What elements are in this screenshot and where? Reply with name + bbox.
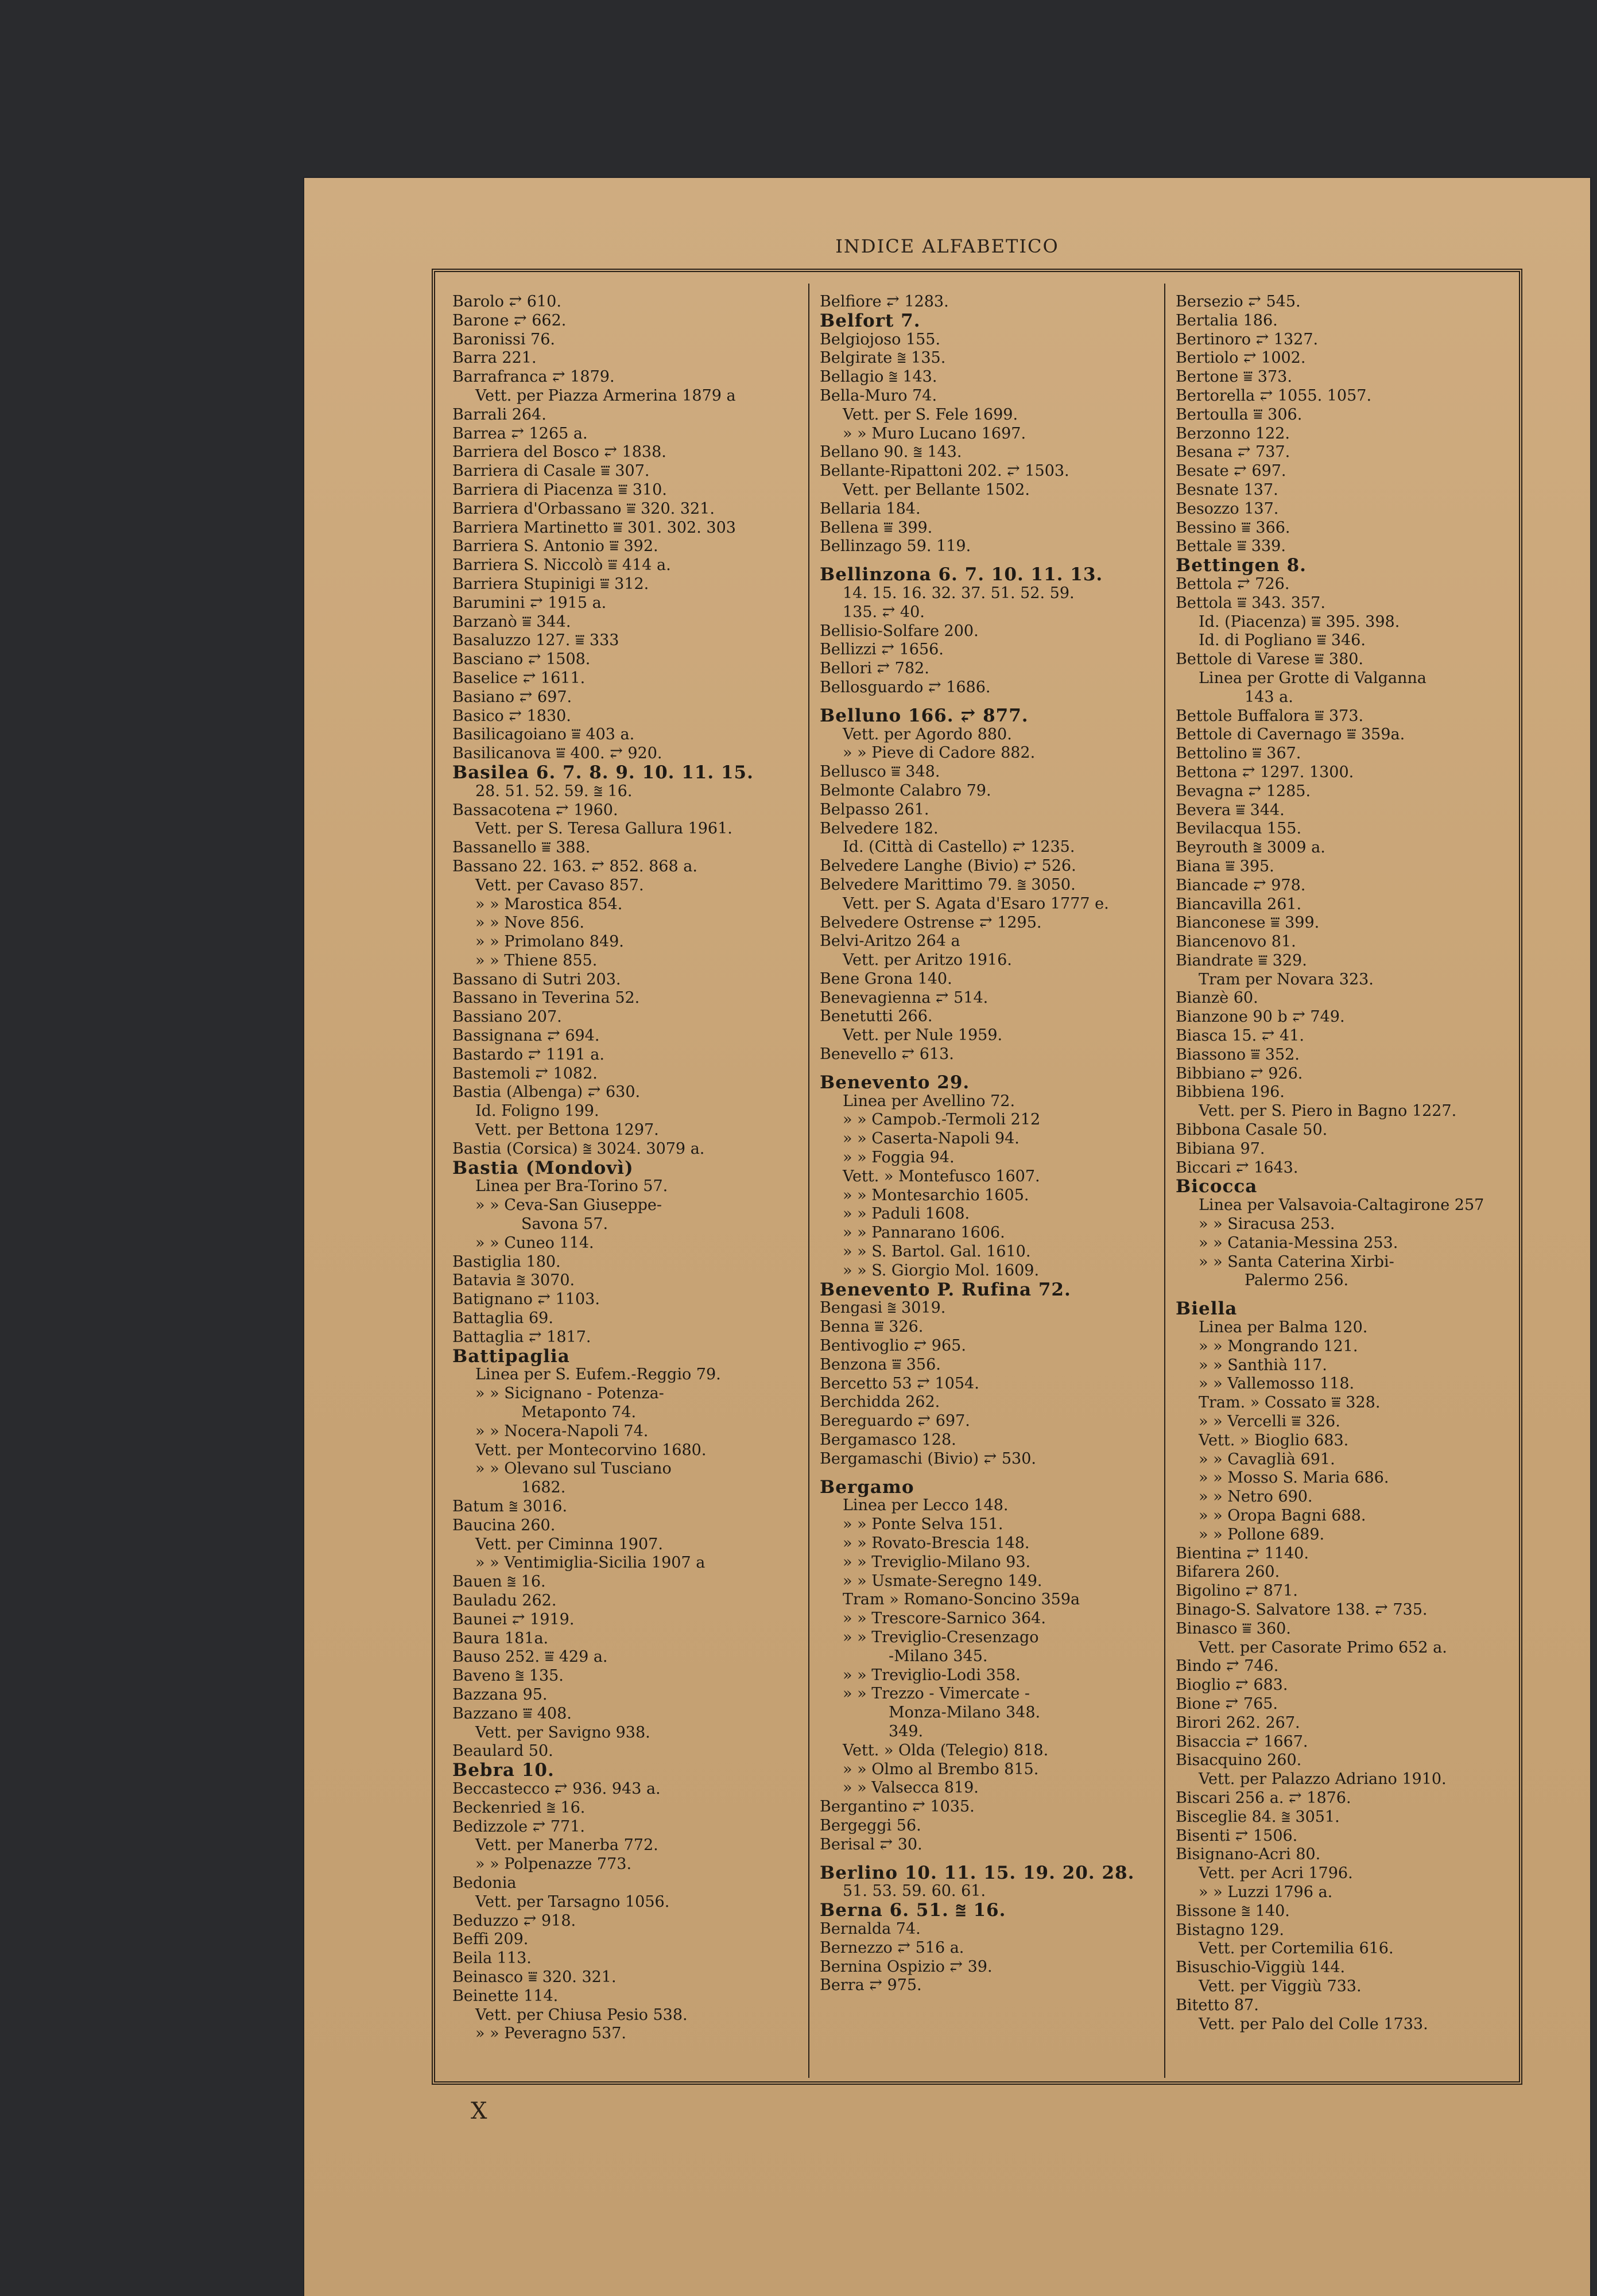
index-entry: » » Polpenazze 773.: [475, 1855, 632, 1874]
index-entry: Bassacotena ⥂ 1960.: [452, 801, 618, 819]
index-entry: Bicocca: [1176, 1176, 1258, 1197]
index-entry: Belgirate ⩰ 135.: [820, 349, 946, 367]
index-entry: » » Ventimiglia-Sicilia 1907 a: [475, 1554, 706, 1572]
index-entry: Besnate 137.: [1176, 480, 1278, 499]
index-entry: » » Santa Caterina Xirbi-: [1199, 1252, 1394, 1271]
index-entry: Bercetto 53 ⥂ 1054.: [820, 1374, 979, 1393]
index-entry: Bedizzole ⥂ 771.: [452, 1817, 585, 1836]
index-entry: Bellaria 184.: [820, 499, 921, 518]
index-entry: 349.: [889, 1722, 924, 1740]
index-entry: » » Oropa Bagni 688.: [1199, 1507, 1366, 1525]
index-entry: » » Campob.-Termoli 212: [843, 1111, 1041, 1129]
index-entry: Bertoulla ⩸ 306.: [1176, 405, 1303, 424]
index-entry: Vett. » Montefusco 1607.: [843, 1167, 1040, 1185]
index-entry: Belvedere Langhe (Bivio) ⥂ 526.: [820, 857, 1076, 875]
index-entry: Berchidda 262.: [820, 1393, 940, 1411]
index-entry: Benevento 29.: [820, 1072, 970, 1093]
index-entry: Bernezzo ⥂ 516 a.: [820, 1938, 964, 1957]
index-entry: Bellinzona 6. 7. 10. 11. 13.: [820, 564, 1103, 585]
index-entry: Barriera Stupinigi ⩸ 312.: [452, 575, 649, 593]
index-entry: » » Luzzi 1796 a.: [1199, 1883, 1333, 1901]
index-entry: Bella-Muro 74.: [820, 386, 937, 405]
index-entry: Benzona ⩸ 356.: [820, 1355, 941, 1374]
index-entry: Vett. per S. Agata d'Esaro 1777 e.: [843, 894, 1109, 913]
index-entry: Belvedere Ostrense ⥂ 1295.: [820, 913, 1042, 932]
index-entry: Bazzana 95.: [452, 1685, 548, 1704]
index-entry: » » Mosso S. Maria 686.: [1199, 1469, 1389, 1487]
index-entry: Bevagna ⥂ 1285.: [1176, 782, 1311, 800]
index-entry: Basilea 6. 7. 8. 9. 10. 11. 15.: [452, 762, 754, 783]
index-entry: Bellagio ⩰ 143.: [820, 368, 937, 386]
index-entry: Tram » Romano-Soncino 359a: [843, 1591, 1080, 1609]
index-entry: Bettale ⩸ 339.: [1176, 537, 1286, 556]
index-entry: Bentivoglio ⥂ 965.: [820, 1337, 966, 1355]
page-number: X: [471, 2098, 487, 2124]
index-entry: Belvedere Marittimo 79. ⩰ 3050.: [820, 875, 1076, 894]
index-entry: Bisuschio-Viggiù 144.: [1176, 1958, 1346, 1977]
index-entry: Id. (Piacenza) ⩸ 395. 398.: [1199, 612, 1400, 631]
index-entry: Id. (Città di Castello) ⥂ 1235.: [843, 838, 1075, 856]
index-entry: Vett. per Viggiù 733.: [1199, 1977, 1362, 1995]
index-entry: Benevagienna ⥂ 514.: [820, 988, 989, 1007]
index-entry: Bassano 22. 163. ⥂ 852. 868 a.: [452, 857, 697, 875]
index-entry: » » Rovato-Brescia 148.: [843, 1534, 1030, 1552]
index-entry: Barriera di Piacenza ⩸ 310.: [452, 480, 667, 499]
index-entry: Bergamasco 128.: [820, 1431, 956, 1449]
index-entry: Beyrouth ⩰ 3009 a.: [1176, 839, 1325, 857]
index-entry: » » Montesarchio 1605.: [843, 1186, 1029, 1204]
index-entry: Biccari ⥂ 1643.: [1176, 1158, 1298, 1177]
index-entry: Benetutti 266.: [820, 1007, 933, 1026]
index-entry: » » Valsecca 819.: [843, 1779, 979, 1797]
index-entry: Batignano ⥂ 1103.: [452, 1290, 600, 1309]
index-entry: Battaglia 69.: [452, 1309, 553, 1328]
index-entry: Bedonia: [452, 1874, 517, 1892]
index-entry: Bertiolo ⥂ 1002.: [1176, 349, 1306, 367]
index-entry: » » S. Giorgio Mol. 1609.: [843, 1261, 1040, 1279]
index-entry: Belfort 7.: [820, 310, 921, 331]
index-entry: Belgiojoso 155.: [820, 330, 941, 348]
index-entry: Bisignano-Acri 80.: [1176, 1845, 1321, 1864]
index-entry: Bifarera 260.: [1176, 1563, 1280, 1581]
index-entry: » » Peveragno 537.: [475, 2024, 626, 2043]
index-entry: Bellisio-Solfare 200.: [820, 622, 979, 640]
index-entry: Bastardo ⥂ 1191 a.: [452, 1045, 604, 1064]
index-entry: » » Thiene 855.: [475, 951, 598, 969]
index-entry: Barzanò ⩸ 344.: [452, 612, 571, 631]
index-entry: Monza-Milano 348.: [889, 1704, 1041, 1722]
index-entry: Bettola ⩸ 343. 357.: [1176, 594, 1325, 612]
index-entry: Bettole Buffalora ⩸ 373.: [1176, 707, 1364, 725]
index-entry: » » Vercelli ⩸ 326.: [1199, 1413, 1340, 1431]
index-entry: Bengasi ⩰ 3019.: [820, 1299, 946, 1317]
index-entry: Vett. per Palazzo Adriano 1910.: [1199, 1770, 1447, 1789]
index-entry: Bibbona Casale 50.: [1176, 1121, 1328, 1139]
index-entry: Bastemoli ⥂ 1082.: [452, 1064, 598, 1083]
index-entry: 51. 53. 59. 60. 61.: [843, 1882, 986, 1901]
index-entry: Bettona ⥂ 1297. 1300.: [1176, 763, 1354, 781]
index-entry: Bissone ⩰ 140.: [1176, 1902, 1290, 1920]
index-entry: Bettole di Varese ⩸ 380.: [1176, 650, 1364, 669]
index-entry: Barriera S. Antonio ⩸ 392.: [452, 537, 658, 556]
index-entry: Beckenried ⩰ 16.: [452, 1798, 586, 1817]
index-entry: Batavia ⩰ 3070.: [452, 1271, 575, 1290]
index-entry: Barriera Martinetto ⩸ 301. 302. 303: [452, 518, 736, 537]
index-entry: Biancavilla 261.: [1176, 895, 1302, 913]
index-entry: » » Netro 690.: [1199, 1488, 1313, 1506]
index-entry: Beduzzo ⥂ 918.: [452, 1911, 576, 1930]
index-entry: Metaponto 74.: [521, 1403, 637, 1422]
index-entry: Linea per Balma 120.: [1199, 1318, 1368, 1337]
index-entry: Bastia (Corsica) ⩰ 3024. 3079 a.: [452, 1139, 705, 1158]
index-entry: » » Cuneo 114.: [475, 1234, 594, 1252]
index-entry: Baronissi 76.: [452, 330, 555, 348]
index-entry: Bevilacqua 155.: [1176, 820, 1302, 838]
index-entry: Bazzano ⩸ 408.: [452, 1704, 572, 1723]
index-entry: » » Ceva-San Giuseppe-: [475, 1196, 662, 1215]
index-entry: Barra 221.: [452, 349, 537, 367]
index-entry: Bellano 90. ⩰ 143.: [820, 443, 962, 461]
index-entry: Beffi 209.: [452, 1930, 529, 1949]
index-entry: Bisenti ⥂ 1506.: [1176, 1826, 1298, 1845]
index-entry: Battaglia ⥂ 1817.: [452, 1328, 591, 1346]
index-entry: Basciano ⥂ 1508.: [452, 650, 591, 669]
index-entry: Barriera d'Orbassano ⩸ 320. 321.: [452, 499, 715, 518]
index-entry: Vett. per Cavaso 857.: [475, 876, 644, 894]
index-entry: Vett. per Palo del Colle 1733.: [1199, 2015, 1428, 2033]
index-entry: Bianzone 90 b ⥂ 749.: [1176, 1008, 1345, 1026]
index-entry: Bellinzago 59. 119.: [820, 537, 971, 556]
index-entry: Bastiglia 180.: [452, 1252, 561, 1271]
index-entry: » » Primolano 849.: [475, 933, 624, 951]
index-entry: Barriera del Bosco ⥂ 1838.: [452, 443, 666, 461]
index-entry: » » Olmo al Brembo 815.: [843, 1760, 1039, 1778]
index-entry: Bigolino ⥂ 871.: [1176, 1582, 1298, 1600]
index-entry: Biancade ⥂ 978.: [1176, 876, 1306, 894]
index-entry: » » Caserta-Napoli 94.: [843, 1130, 1020, 1148]
index-entry: Benevello ⥂ 613.: [820, 1045, 954, 1064]
index-entry: Bibiana 97.: [1176, 1139, 1265, 1158]
index-entry: Bergantino ⥂ 1035.: [820, 1798, 975, 1816]
index-entry: Bergamo: [820, 1476, 914, 1498]
index-entry: Linea per Grotte di Valganna: [1199, 669, 1427, 687]
index-entry: Barrea ⥂ 1265 a.: [452, 424, 588, 443]
index-entry: Baunei ⥂ 1919.: [452, 1610, 575, 1628]
index-entry: Vett. per S. Teresa Gallura 1961.: [475, 820, 732, 838]
index-entry: Belfiore ⥂ 1283.: [820, 293, 949, 311]
index-entry: Berzonno 122.: [1176, 424, 1290, 443]
index-entry: Bettola ⥂ 726.: [1176, 575, 1290, 593]
index-entry: Bassanello ⩸ 388.: [452, 839, 591, 857]
index-entry: Besozzo 137.: [1176, 499, 1279, 518]
index-entry: Berlino 10. 11. 15. 19. 20. 28.: [820, 1862, 1135, 1883]
index-entry: » » Trezzo - Vimercate -: [843, 1685, 1030, 1703]
index-entry: Vett. per Savigno 938.: [475, 1723, 650, 1742]
index-entry: Id. Foligno 199.: [475, 1102, 599, 1120]
index-entry: Bellosguardo ⥂ 1686.: [820, 678, 991, 696]
index-entry: Vett. » Olda (Telegio) 818.: [843, 1741, 1049, 1759]
index-entry: Vett. per Casorate Primo 652 a.: [1199, 1638, 1447, 1657]
index-entry: Vett. per Chiusa Pesio 538.: [475, 2006, 688, 2024]
index-entry: Vett. per Piazza Armerina 1879 a: [475, 386, 736, 405]
page-header: INDICE ALFABETICO: [835, 235, 1059, 257]
index-entry: Beccastecco ⥂ 936. 943 a.: [452, 1779, 661, 1798]
index-entry: Bereguardo ⥂ 697.: [820, 1412, 970, 1430]
index-entry: Bisacquino 260.: [1176, 1751, 1302, 1770]
index-entry: Bastia (Albenga) ⥂ 630.: [452, 1083, 641, 1102]
index-entry: Binago-S. Salvatore 138. ⥂ 735.: [1176, 1600, 1428, 1619]
index-frame: [432, 269, 1522, 2085]
index-entry: Vett. per S. Piero in Bagno 1227.: [1199, 1102, 1457, 1120]
index-column-1: [452, 293, 797, 2061]
index-entry: Bertalia 186.: [1176, 311, 1278, 329]
index-entry: » » Pollone 689.: [1199, 1525, 1325, 1543]
index-entry: Beinasco ⩸ 320. 321.: [452, 1968, 617, 1986]
index-entry: 135. ⥂ 40.: [843, 603, 925, 621]
index-entry: Bisaccia ⥂ 1667.: [1176, 1732, 1308, 1751]
index-entry: Tram. » Cossato ⩸ 328.: [1199, 1394, 1381, 1412]
index-entry: » » Marostica 854.: [475, 895, 623, 913]
index-entry: » » Cavaglià 691.: [1199, 1450, 1335, 1468]
index-entry: Basico ⥂ 1830.: [452, 707, 571, 725]
index-entry: Binasco ⩸ 360.: [1176, 1619, 1291, 1638]
index-entry: Birori 262. 267.: [1176, 1713, 1300, 1732]
index-entry: Bassignana ⥂ 694.: [452, 1027, 600, 1045]
index-column-2: [808, 284, 1158, 2078]
index-entry: Vett. per Manerba 772.: [475, 1836, 658, 1855]
index-entry: Bettolino ⩸ 367.: [1176, 744, 1301, 763]
index-entry: » » Treviglio-Lodi 358.: [843, 1666, 1021, 1684]
index-entry: Bassiano 207.: [452, 1008, 562, 1026]
index-entry: Barumini ⥂ 1915 a.: [452, 594, 607, 612]
book-page: [304, 178, 1590, 2296]
index-entry: Bertone ⩸ 373.: [1176, 368, 1292, 386]
index-entry: -Milano 345.: [889, 1647, 988, 1665]
index-entry: » » Muro Lucano 1697.: [843, 424, 1026, 443]
index-entry: Bernina Ospizio ⥂ 39.: [820, 1957, 993, 1976]
index-entry: Bellante-Ripattoni 202. ⥂ 1503.: [820, 462, 1069, 480]
index-entry: Bindo ⥂ 746.: [1176, 1657, 1279, 1676]
index-entry: Barriera S. Niccolò ⩸ 414 a.: [452, 556, 671, 575]
index-entry: » » Ponte Selva 151.: [843, 1515, 1003, 1534]
index-entry: Linea per S. Eufem.-Reggio 79.: [475, 1366, 721, 1384]
index-entry: Batum ⩰ 3016.: [452, 1498, 568, 1515]
index-entry: Palermo 256.: [1245, 1271, 1349, 1290]
index-entry: Bettingen 8.: [1176, 555, 1307, 576]
index-entry: » » Pieve di Cadore 882.: [843, 744, 1036, 762]
index-entry: 28. 51. 52. 59. ⩰ 16.: [475, 782, 633, 800]
index-entry: 143 a.: [1245, 688, 1293, 706]
index-entry: Bitetto 87.: [1176, 1996, 1259, 2014]
index-entry: Barone ⥂ 662.: [452, 311, 567, 329]
index-entry: Biassono ⩸ 352.: [1176, 1045, 1300, 1064]
index-entry: Bernalda 74.: [820, 1919, 921, 1938]
index-entry: Biandrate ⩸ 329.: [1176, 951, 1307, 969]
index-entry: » » Usmate-Seregno 149.: [843, 1572, 1042, 1590]
index-entry: Linea per Avellino 72.: [843, 1092, 1015, 1110]
index-entry: Biana ⩸ 395.: [1176, 857, 1274, 875]
index-entry: » » S. Bartol. Gal. 1610.: [843, 1243, 1031, 1261]
index-entry: Barrali 264.: [452, 405, 546, 424]
index-entry: Bauladu 262.: [452, 1591, 557, 1609]
index-entry: Bellori ⥂ 782.: [820, 660, 929, 678]
index-entry: » » Paduli 1608.: [843, 1205, 970, 1223]
index-entry: Bergamaschi (Bivio) ⥂ 530.: [820, 1449, 1036, 1468]
index-entry: Bistagno 129.: [1176, 1921, 1284, 1939]
index-entry: Baucina 260.: [452, 1516, 556, 1534]
index-entry: Bellusco ⩸ 348.: [820, 763, 940, 781]
index-entry: Basaluzzo 127. ⩸ 333: [452, 631, 619, 650]
index-entry: Bergeggi 56.: [820, 1816, 921, 1835]
index-entry: Vett. » Bioglio 683.: [1199, 1431, 1349, 1449]
index-entry: Vett. per Bellante 1502.: [843, 480, 1030, 499]
index-entry: Vett. per Cortemilia 616.: [1199, 1940, 1394, 1958]
index-entry: 1682.: [521, 1479, 566, 1497]
index-entry: Linea per Valsavoia-Caltagirone 257: [1199, 1196, 1484, 1215]
index-entry: Bettole di Cavernago ⩸ 359a.: [1176, 726, 1405, 744]
index-entry: Bianconese ⩸ 399.: [1176, 914, 1320, 932]
index-entry: Vett. per Acri 1796.: [1199, 1864, 1353, 1883]
index-entry: » » Olevano sul Tusciano: [475, 1460, 672, 1478]
index-entry: Linea per Lecco 148.: [843, 1496, 1009, 1515]
index-entry: Bassano in Teverina 52.: [452, 989, 640, 1007]
index-entry: Bevera ⩸ 344.: [1176, 801, 1285, 819]
index-entry: Vett. per Agordo 880.: [843, 725, 1012, 743]
index-entry: Vett. per Nule 1959.: [843, 1026, 1003, 1045]
index-entry: Bianzè 60.: [1176, 989, 1258, 1007]
index-entry: » » Vallemosso 118.: [1199, 1375, 1355, 1393]
index-entry: Belvedere 182.: [820, 819, 939, 837]
index-entry: Bertorella ⥂ 1055. 1057.: [1176, 386, 1372, 405]
index-entry: Benna ⩸ 326.: [820, 1318, 924, 1336]
index-entry: » » Nove 856.: [475, 914, 585, 932]
index-entry: Bauen ⩰ 16.: [452, 1573, 546, 1591]
index-entry: Beinette 114.: [452, 1987, 559, 2005]
index-entry: Berna 6. 51. ⩰ 16.: [820, 1900, 1006, 1921]
index-entry: » » Siracusa 253.: [1199, 1215, 1335, 1234]
index-entry: » » Treviglio-Milano 93.: [843, 1553, 1031, 1571]
index-entry: Benevento P. Rufina 72.: [820, 1279, 1071, 1300]
index-entry: Vett. per S. Fele 1699.: [843, 405, 1018, 424]
index-entry: » » Mongrando 121.: [1199, 1337, 1358, 1355]
index-entry: » » Sicignano - Potenza-: [475, 1384, 664, 1403]
index-entry: Bastia (Mondovì): [452, 1157, 634, 1178]
index-entry: Bioglio ⥂ 683.: [1176, 1676, 1288, 1694]
index-entry: Basilicanova ⩸ 400. ⥂ 920.: [452, 744, 662, 763]
index-entry: Bisceglie 84. ⩰ 3051.: [1176, 1808, 1340, 1826]
index-entry: Beaulard 50.: [452, 1742, 553, 1760]
index-entry: Bauso 252. ⩸ 429 a.: [452, 1648, 608, 1666]
index-entry: Basiano ⥂ 697.: [452, 688, 572, 706]
index-entry: Beila 113.: [452, 1949, 532, 1968]
index-entry: » » Foggia 94.: [843, 1149, 955, 1167]
index-entry: Id. di Pogliano ⩸ 346.: [1199, 631, 1366, 650]
index-entry: » » Pannarano 1606.: [843, 1224, 1005, 1242]
index-entry: Battipaglia: [452, 1345, 570, 1367]
index-entry: Bassano di Sutri 203.: [452, 970, 621, 988]
index-entry: Bione ⥂ 765.: [1176, 1694, 1278, 1713]
index-column-3: [1164, 284, 1514, 2078]
index-entry: » » Treviglio-Cresenzago: [843, 1628, 1039, 1646]
index-entry: » » Nocera-Napoli 74.: [475, 1422, 649, 1440]
index-entry: Vett. per Montecorvino 1680.: [475, 1441, 707, 1459]
index-entry: Bellena ⩸ 399.: [820, 518, 933, 537]
index-entry: Vett. per Bettona 1297.: [475, 1121, 659, 1139]
index-entry: Bersezio ⥂ 545.: [1176, 293, 1301, 311]
index-entry: Tram per Novara 323.: [1199, 970, 1374, 988]
index-entry: Linea per Bra-Torino 57.: [475, 1177, 668, 1196]
index-entry: Belmonte Calabro 79.: [820, 781, 991, 800]
index-entry: Baselice ⥂ 1611.: [452, 669, 586, 687]
index-entry: Bebra 10.: [452, 1760, 555, 1781]
index-entry: Bibbiena 196.: [1176, 1083, 1285, 1102]
index-entry: Belvi-Aritzo 264 a: [820, 932, 960, 951]
index-entry: Biasca 15. ⥂ 41.: [1176, 1027, 1304, 1045]
index-entry: Bene Grona 140.: [820, 969, 952, 988]
index-entry: » » Catania-Messina 253.: [1199, 1234, 1398, 1252]
index-entry: Savona 57.: [521, 1215, 608, 1234]
index-entry: Bessino ⩸ 366.: [1176, 518, 1290, 537]
index-entry: Biella: [1176, 1298, 1238, 1320]
index-entry: Vett. per Tarsagno 1056.: [475, 1892, 670, 1911]
index-entry: Belpasso 261.: [820, 800, 929, 819]
index-entry: Biscari 256 a. ⥂ 1876.: [1176, 1789, 1351, 1807]
index-entry: Bibbiano ⥂ 926.: [1176, 1064, 1303, 1083]
index-entry: Basilicagoiano ⩸ 403 a.: [452, 726, 635, 744]
index-entry: Bellizzi ⥂ 1656.: [820, 641, 944, 659]
index-entry: Besate ⥂ 697.: [1176, 462, 1286, 480]
index-entry: Belluno 166. ⥂ 877.: [820, 705, 1029, 726]
index-entry: Biancenovo 81.: [1176, 933, 1296, 951]
index-entry: Barolo ⥂ 610.: [452, 293, 561, 311]
index-entry: Bertinoro ⥂ 1327.: [1176, 330, 1319, 348]
index-entry: Berra ⥂ 975.: [820, 1976, 922, 1995]
index-entry: Barrafranca ⥂ 1879.: [452, 368, 615, 386]
index-entry: Baura 181a.: [452, 1629, 549, 1647]
index-entry: » » Santhià 117.: [1199, 1356, 1327, 1374]
index-entry: Barriera di Casale ⩸ 307.: [452, 462, 650, 480]
index-entry: Berisal ⥂ 30.: [820, 1835, 922, 1853]
index-entry: Baveno ⩰ 135.: [452, 1667, 564, 1685]
index-entry: 14. 15. 16. 32. 37. 51. 52. 59.: [843, 584, 1075, 602]
index-entry: Bientina ⥂ 1140.: [1176, 1544, 1309, 1562]
index-entry: » » Trescore-Sarnico 364.: [843, 1609, 1046, 1628]
index-entry: Besana ⥂ 737.: [1176, 443, 1290, 461]
index-entry: Vett. per Aritzo 1916.: [843, 951, 1012, 969]
index-entry: Vett. per Ciminna 1907.: [475, 1535, 663, 1553]
